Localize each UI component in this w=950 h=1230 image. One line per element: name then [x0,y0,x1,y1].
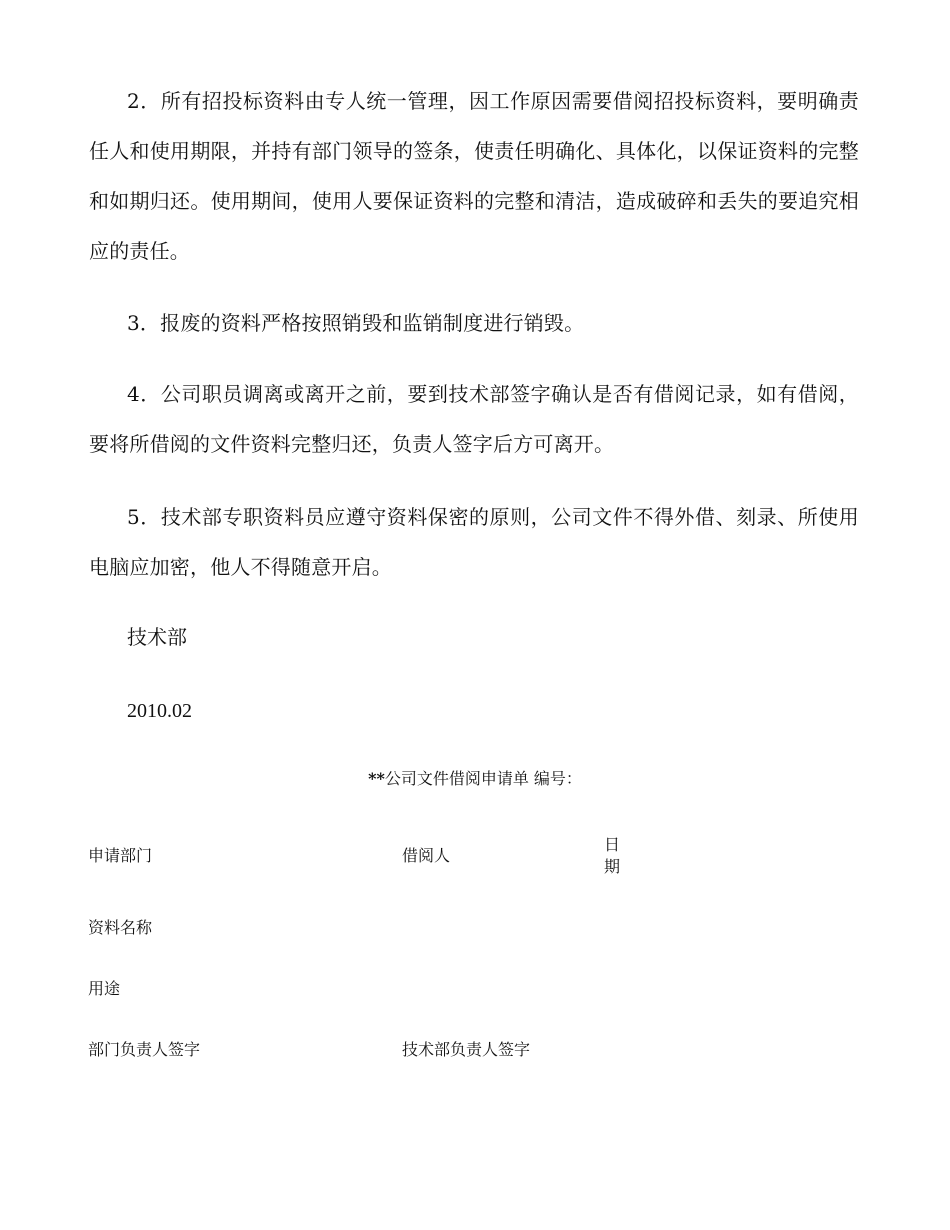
form-title-prefix: ** [368,769,385,788]
signature-department: 技术部 [127,625,187,649]
paragraph-rule-5: 5．技术部专职资料员应遵守资料保密的原则，公司文件不得外借、刻录、所使用电脑应加密，他人不得随意开启。 [89,505,859,579]
field-label-borrower: 借阅人 [402,846,451,865]
field-label-tech-head-sign: 技术部负责人签字 [402,1040,531,1059]
field-label-material-name: 资料名称 [88,918,153,937]
form-title [0,766,950,792]
field-label-apply-dept: 申请部门 [88,846,153,865]
signature-date: 2010.02 [127,700,192,722]
paragraph-rule-3: 3．报废的资料严格按照销毁和监销制度进行销毁。 [127,311,585,335]
paragraph-rule-2: 2．所有招投标资料由专人统一管理，因工作原因需要借阅招投标资料，要明确责任人和使用期限，并持有部门领导的签条，使责任明确化、具体化，以保证资料的完整和如期归还。使用期间，使用人要保证资料的完整和清洁，造成破碎和丢失的要追究相应的责任。 [89,89,859,263]
field-label-date: 日期 [604,835,621,876]
form-title-text: 公司文件借阅申请单 编号： [384,769,582,788]
field-label-purpose: 用途 [88,979,121,998]
field-label-dept-head-sign: 部门负责人签字 [88,1040,201,1059]
paragraph-rule-4: 4．公司职员调离或离开之前，要到技术部签字确认是否有借阅记录，如有借阅，要将所借阅的文件资料完整归还，负责人签字后方可离开。 [89,382,859,456]
